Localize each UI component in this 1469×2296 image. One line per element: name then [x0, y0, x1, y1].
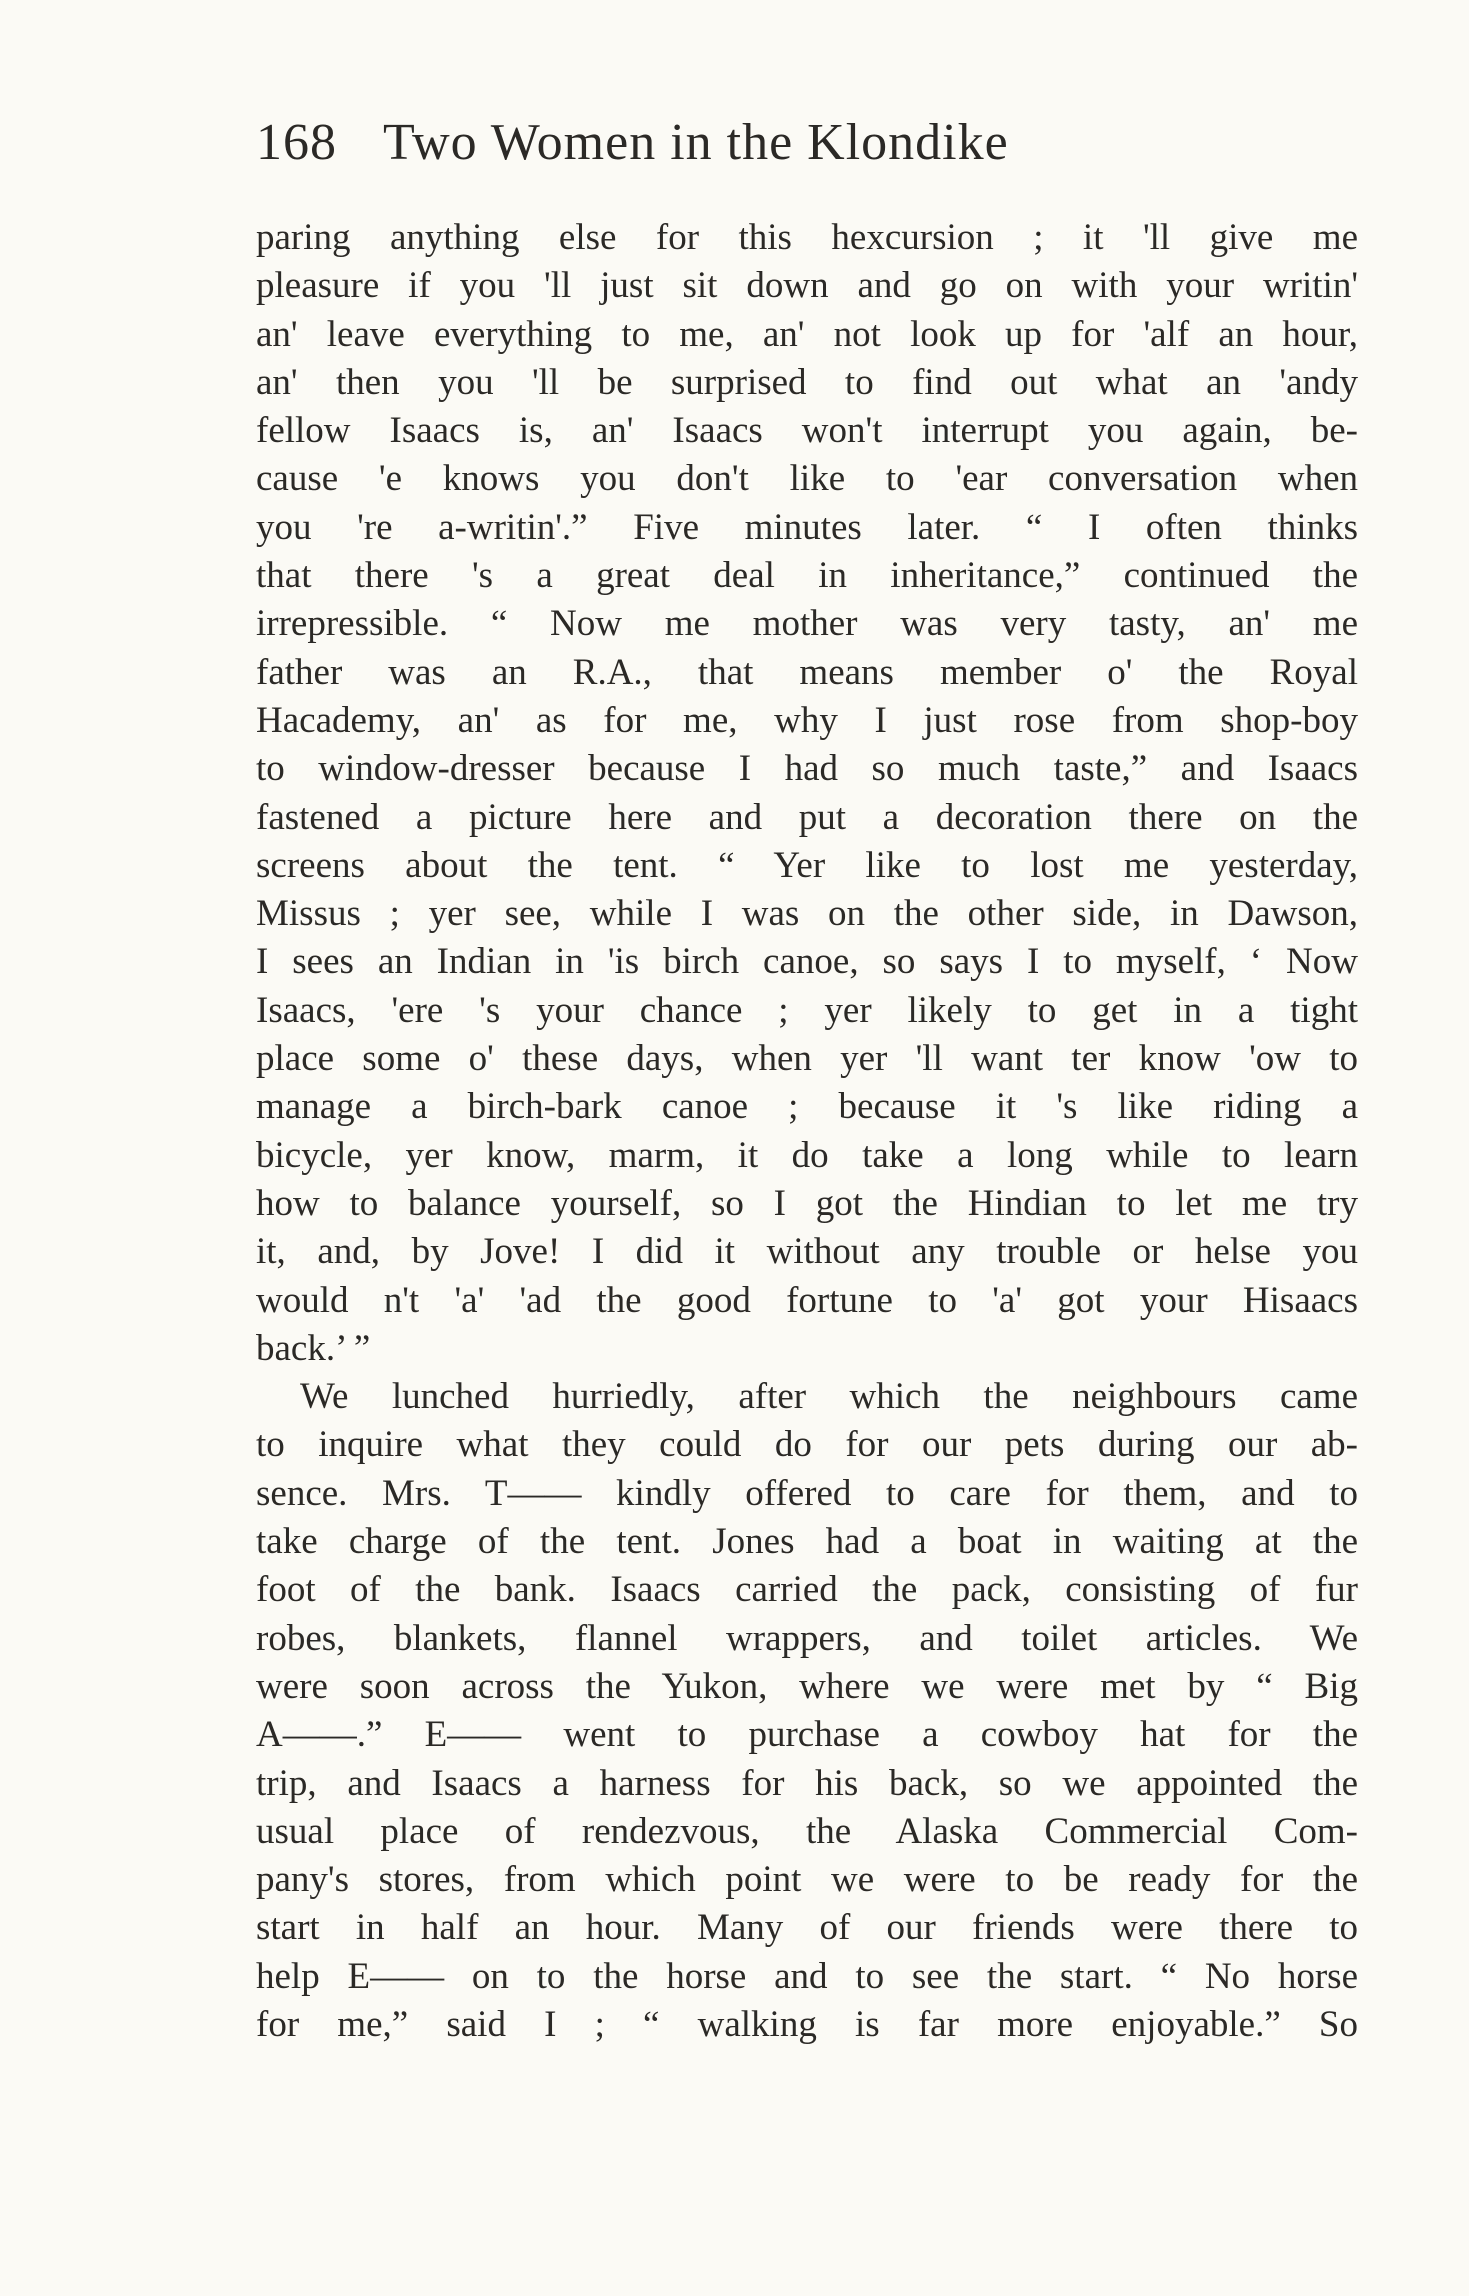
- text-line: it, and, by Jove! I did it without any trouble or helse you: [256, 1231, 1358, 1273]
- text-line: to inquire what they could do for our pets during our ab-: [256, 1424, 1358, 1466]
- body-text: [256, 214, 1358, 2049]
- running-title: Two Women in the Klondike: [383, 114, 1009, 171]
- text-line: Missus ; yer see, while I was on the other side, in Dawson,: [256, 893, 1358, 935]
- text-line: would n't 'a' 'ad the good fortune to 'a' got your Hisaacs: [256, 1279, 1358, 1321]
- text-line: an' then you 'll be surprised to find out what an 'andy: [256, 361, 1358, 403]
- text-line: pleasure if you 'll just sit down and go on with your writin': [256, 265, 1358, 307]
- text-line: trip, and Isaacs a harness for his back, so we appointed the: [256, 1762, 1358, 1804]
- paragraph-end-line: back.’ ”: [256, 1327, 371, 1369]
- text-line: place some o' these days, when yer 'll want ter know 'ow to: [256, 1038, 1358, 1080]
- text-line: fastened a picture here and put a decoration there on the: [256, 796, 1358, 838]
- text-line: Hacademy, an' as for me, why I just rose from shop-boy: [256, 699, 1358, 741]
- text-line: how to balance yourself, so I got the Hindian to let me try: [256, 1182, 1358, 1224]
- text-line: manage a birch-bark canoe ; because it 's like riding a: [256, 1086, 1358, 1128]
- text-line: cause 'e knows you don't like to 'ear conversation when: [256, 458, 1358, 500]
- text-line: an' leave everything to me, an' not look up for 'alf an hour,: [256, 313, 1358, 355]
- text-line: pany's stores, from which point we were to be ready for the: [256, 1859, 1358, 1901]
- text-line: sence. Mrs. T—— kindly offered to care for them, and to: [256, 1472, 1358, 1514]
- text-line: screens about the tent. “ Yer like to lost me yesterday,: [256, 844, 1358, 886]
- text-line: irrepressible. “ Now me mother was very tasty, an' me: [256, 603, 1358, 645]
- text-line: for me,” said I ; “ walking is far more enjoyable.” So: [256, 2003, 1358, 2045]
- text-line: I sees an Indian in 'is birch canoe, so says I to myself, ‘ Now: [256, 941, 1358, 983]
- paragraph-start-line: We lunched hurriedly, after which the neighbours came: [300, 1376, 1358, 1418]
- text-line: robes, blankets, flannel wrappers, and toilet articles. We: [256, 1617, 1358, 1659]
- text-line: were soon across the Yukon, where we were met by “ Big: [256, 1665, 1358, 1707]
- running-header: [256, 108, 1356, 178]
- text-line: start in half an hour. Many of our friends were there to: [256, 1907, 1358, 1949]
- text-line: you 're a-writin'.” Five minutes later. “ I often thinks: [256, 506, 1358, 548]
- text-line: A——.” E—— went to purchase a cowboy hat for the: [256, 1714, 1358, 1756]
- page-number: 168: [256, 114, 337, 171]
- text-line: father was an R.A., that means member o' the Royal: [256, 651, 1358, 693]
- text-line: to window-dresser because I had so much taste,” and Isaacs: [256, 748, 1358, 790]
- text-line: Isaacs, 'ere 's your chance ; yer likely to get in a tight: [256, 989, 1358, 1031]
- text-line: fellow Isaacs is, an' Isaacs won't interrupt you again, be-: [256, 410, 1358, 452]
- text-line: foot of the bank. Isaacs carried the pack, consisting of fur: [256, 1569, 1358, 1611]
- text-line: bicycle, yer know, marm, it do take a long while to learn: [256, 1134, 1358, 1176]
- text-line: help E—— on to the horse and to see the start. “ No horse: [256, 1955, 1358, 1997]
- text-line: that there 's a great deal in inheritance,” continued the: [256, 555, 1358, 597]
- text-line: take charge of the tent. Jones had a boat in waiting at the: [256, 1521, 1358, 1563]
- text-line: usual place of rendezvous, the Alaska Commercial Com-: [256, 1810, 1358, 1852]
- text-line: paring anything else for this hexcursion ; it 'll give me: [256, 217, 1358, 258]
